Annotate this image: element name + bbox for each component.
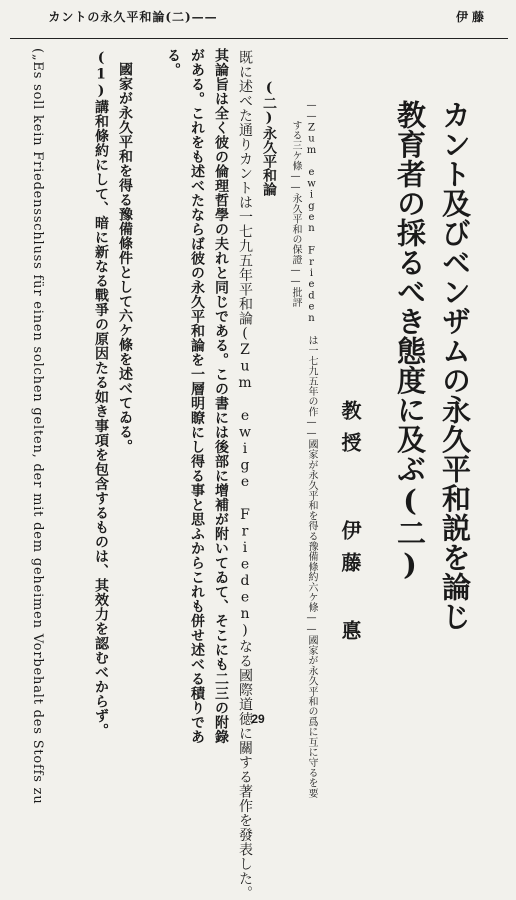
running-title: カントの永久平和論(二)—— (48, 10, 218, 24)
section-summary-line-1: ——Zum ewigen Frieden は一七九五年の作——國家が永久平和を得る豫備條約六ケ條——國家が永久平和の爲に互に守るを要 (306, 100, 317, 799)
body-line: 其論旨は全く彼の倫理哲學の夫れと同じである。この書には後部に增補が附いてゐて、そこにも二三の附錄 (213, 48, 229, 744)
body-line: (1)講和條約にして、暗に新なる戰爭の原因たる如き事項を包含するものは、其效力を認むべからず。 (93, 50, 109, 738)
article-title-line-2: 教育者の採るべき態度に及ぶ(二) (393, 100, 427, 582)
byline-role: 教授 (338, 400, 362, 464)
byline-name: 伊藤 悳 (338, 520, 362, 652)
german-quotation: („Es soll kein Friedensschluss für einen solchen gelten, der mit dem geheimen Vorbehalt des Stoffs zu (30, 48, 45, 805)
body-line: 既に述べた通りカントは一七九五年平和論(Zum ewige Frieden)なる國際道徳に關する著作を發表した。 (237, 50, 253, 900)
running-author: 伊藤 (455, 10, 488, 24)
header-rule (10, 38, 508, 39)
section-heading: (二)永久平和論 (261, 80, 277, 196)
section-summary-line-2: する三ケ條——永久平和の保證——批評 (290, 120, 301, 308)
page-number: 29 (251, 712, 265, 726)
body-line: がある。これをも述べたならば彼の永久平和論を一層明瞭にし得る事と思ふからこれも併せ述べる積りであ (189, 48, 205, 744)
body-line: る。 (165, 48, 181, 77)
article-title-line-1: カント及びベンザムの永久平和説を論じ (438, 100, 472, 631)
body-line: 國家が永久平和を得る豫備條件として六ケ條を述べてゐる。 (117, 62, 133, 454)
